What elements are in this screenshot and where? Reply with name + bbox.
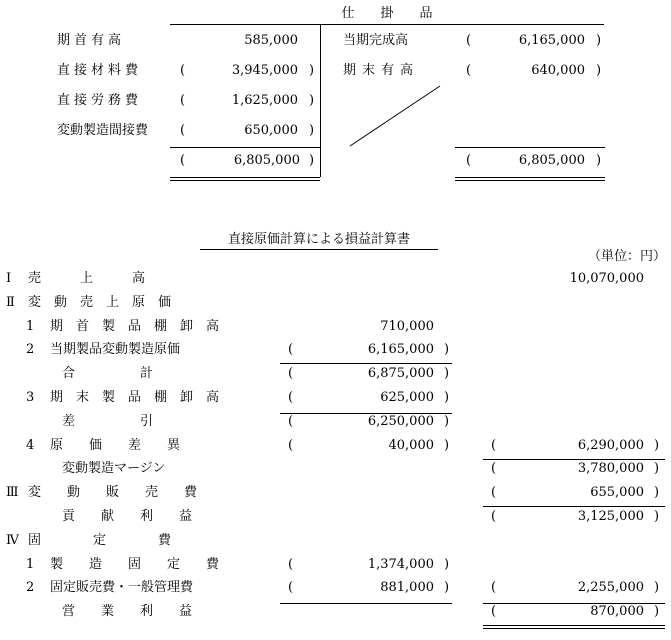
paren-close: ) xyxy=(444,413,450,429)
item-number: 1 xyxy=(26,556,35,572)
col2-sum-rule xyxy=(280,413,452,414)
amount-col3: 3,780,000 xyxy=(577,461,644,477)
paren-close: ) xyxy=(444,556,450,572)
item-label: 貢 献 利 益 xyxy=(62,509,193,524)
amount-col2: 6,875,000 xyxy=(367,366,434,382)
credit-value: 640,000 xyxy=(531,63,585,78)
item-label: 当期製品変動製造原価 xyxy=(50,342,181,358)
debit-label: 直接労務費 xyxy=(57,93,143,108)
paren-close: ) xyxy=(654,461,660,477)
item-label: 差 引 xyxy=(62,413,154,429)
paren-open: ( xyxy=(288,556,294,572)
item-label: 変動製造マージン xyxy=(62,461,166,477)
paren-close: ) xyxy=(309,153,315,168)
item-label: 売 上 高 xyxy=(28,271,146,286)
debit-value: 1,625,000 xyxy=(231,93,298,108)
item-number: 1 xyxy=(26,318,35,334)
final-double-rule-2 xyxy=(483,628,665,629)
debit-label: 期首有高 xyxy=(57,33,126,48)
amount-col2: 1,374,000 xyxy=(367,556,434,572)
amount-col3: 6,290,000 xyxy=(577,437,644,453)
col3-sum-rule xyxy=(483,506,665,507)
item-label: 固定販売費・一般管理費 xyxy=(50,580,194,596)
paren-open: ( xyxy=(288,413,294,429)
credit-value: 6,165,000 xyxy=(518,33,585,48)
paren-open: ( xyxy=(180,63,186,78)
item-number: Ⅰ xyxy=(6,271,12,286)
paren-close: ) xyxy=(654,437,660,453)
col2-sum-rule xyxy=(280,363,452,364)
credit-label: 当期完成高 xyxy=(343,33,409,48)
paren-open: ( xyxy=(491,485,497,501)
debit-label: 変動製造間接費 xyxy=(57,123,149,138)
amount-col2: 6,165,000 xyxy=(367,342,434,358)
debit-total: 6,805,000 xyxy=(233,153,300,168)
paren-open: ( xyxy=(288,390,294,405)
paren-open: ( xyxy=(491,461,497,477)
item-label: 営 業 利 益 xyxy=(62,604,193,620)
item-number: 3 xyxy=(26,390,35,405)
paren-open: ( xyxy=(491,604,497,620)
paren-open: ( xyxy=(491,509,497,524)
item-label: 期 末 製 品 棚 卸 高 xyxy=(50,390,220,405)
debit-total-rule xyxy=(170,147,320,148)
t-account-top-line xyxy=(170,24,604,25)
paren-close: ) xyxy=(654,485,660,501)
paren-open: ( xyxy=(288,580,294,596)
paren-close: ) xyxy=(596,33,602,48)
item-number: Ⅱ xyxy=(6,294,15,310)
t-account-title: 仕 掛 品 xyxy=(341,6,433,21)
paren-open: ( xyxy=(180,93,186,108)
item-label: 原 価 差 異 xyxy=(50,437,181,453)
paren-open: ( xyxy=(288,366,294,382)
paren-open: ( xyxy=(180,153,186,168)
item-number: 2 xyxy=(26,580,35,596)
item-label: 変 動 販 売 費 xyxy=(28,485,198,501)
paren-close: ) xyxy=(309,63,315,78)
amount-col3: 870,000 xyxy=(590,604,644,620)
item-number: Ⅲ xyxy=(6,485,19,501)
credit-total: 6,805,000 xyxy=(518,153,585,168)
debit-value: 3,945,000 xyxy=(231,63,298,78)
item-label: 期 首 製 品 棚 卸 高 xyxy=(50,318,220,334)
item-label: 固 定 費 xyxy=(28,532,172,548)
debit-label: 直接材料費 xyxy=(57,63,143,78)
item-label: 変 動 売 上 原 価 xyxy=(28,294,172,310)
paren-close: ) xyxy=(654,580,660,596)
t-account-divider xyxy=(320,24,321,177)
paren-close: ) xyxy=(654,604,660,620)
credit-label: 期末有高 xyxy=(343,63,420,78)
paren-open: ( xyxy=(288,437,294,453)
paren-close: ) xyxy=(654,509,660,524)
col2-sum-rule xyxy=(280,603,452,604)
paren-close: ) xyxy=(444,366,450,382)
paren-close: ) xyxy=(444,580,450,596)
paren-close: ) xyxy=(596,153,602,168)
statement-title-underline xyxy=(200,249,438,250)
item-label: 合 計 xyxy=(62,366,154,382)
credit-double-rule-1 xyxy=(455,177,605,178)
paren-close: ) xyxy=(444,437,450,453)
col3-sum-rule xyxy=(483,459,665,460)
amount-col3: 655,000 xyxy=(590,485,644,501)
item-number: 4 xyxy=(26,437,35,453)
paren-close: ) xyxy=(444,342,450,358)
debit-value: 585,000 xyxy=(244,33,298,48)
item-number: Ⅳ xyxy=(6,532,19,548)
credit-double-rule-2 xyxy=(455,180,605,181)
debit-double-rule-1 xyxy=(170,177,320,178)
amount-col2: 710,000 xyxy=(380,318,434,334)
debit-value: 650,000 xyxy=(244,123,298,138)
debit-double-rule-2 xyxy=(170,180,320,181)
amount-col2: 625,000 xyxy=(380,390,434,405)
paren-open: ( xyxy=(466,153,472,168)
paren-close: ) xyxy=(596,63,602,78)
amount-col2: 6,250,000 xyxy=(367,413,434,429)
unit-label: （単位：円） xyxy=(588,249,667,264)
amount-col3: 3,125,000 xyxy=(577,509,644,524)
amount-col2: 40,000 xyxy=(388,437,434,453)
amount-col3: 10,070,000 xyxy=(569,271,644,286)
final-double-rule-1 xyxy=(483,625,665,626)
paren-open: ( xyxy=(466,63,472,78)
paren-open: ( xyxy=(491,437,497,453)
paren-open: ( xyxy=(466,33,472,48)
amount-col3: 2,255,000 xyxy=(577,580,644,596)
item-label: 製 造 固 定 費 xyxy=(50,556,220,572)
item-number: 2 xyxy=(26,342,35,358)
paren-close: ) xyxy=(309,123,315,138)
paren-open: ( xyxy=(288,342,294,358)
statement-title: 直接原価計算による損益計算書 xyxy=(227,232,410,247)
paren-open: ( xyxy=(180,123,186,138)
paren-close: ) xyxy=(309,93,315,108)
paren-open: ( xyxy=(491,580,497,596)
credit-total-rule xyxy=(455,147,605,148)
diagonal-strike-line xyxy=(348,84,444,148)
col3-sum-rule xyxy=(483,603,665,604)
amount-col2: 881,000 xyxy=(380,580,434,596)
paren-close: ) xyxy=(444,390,450,405)
